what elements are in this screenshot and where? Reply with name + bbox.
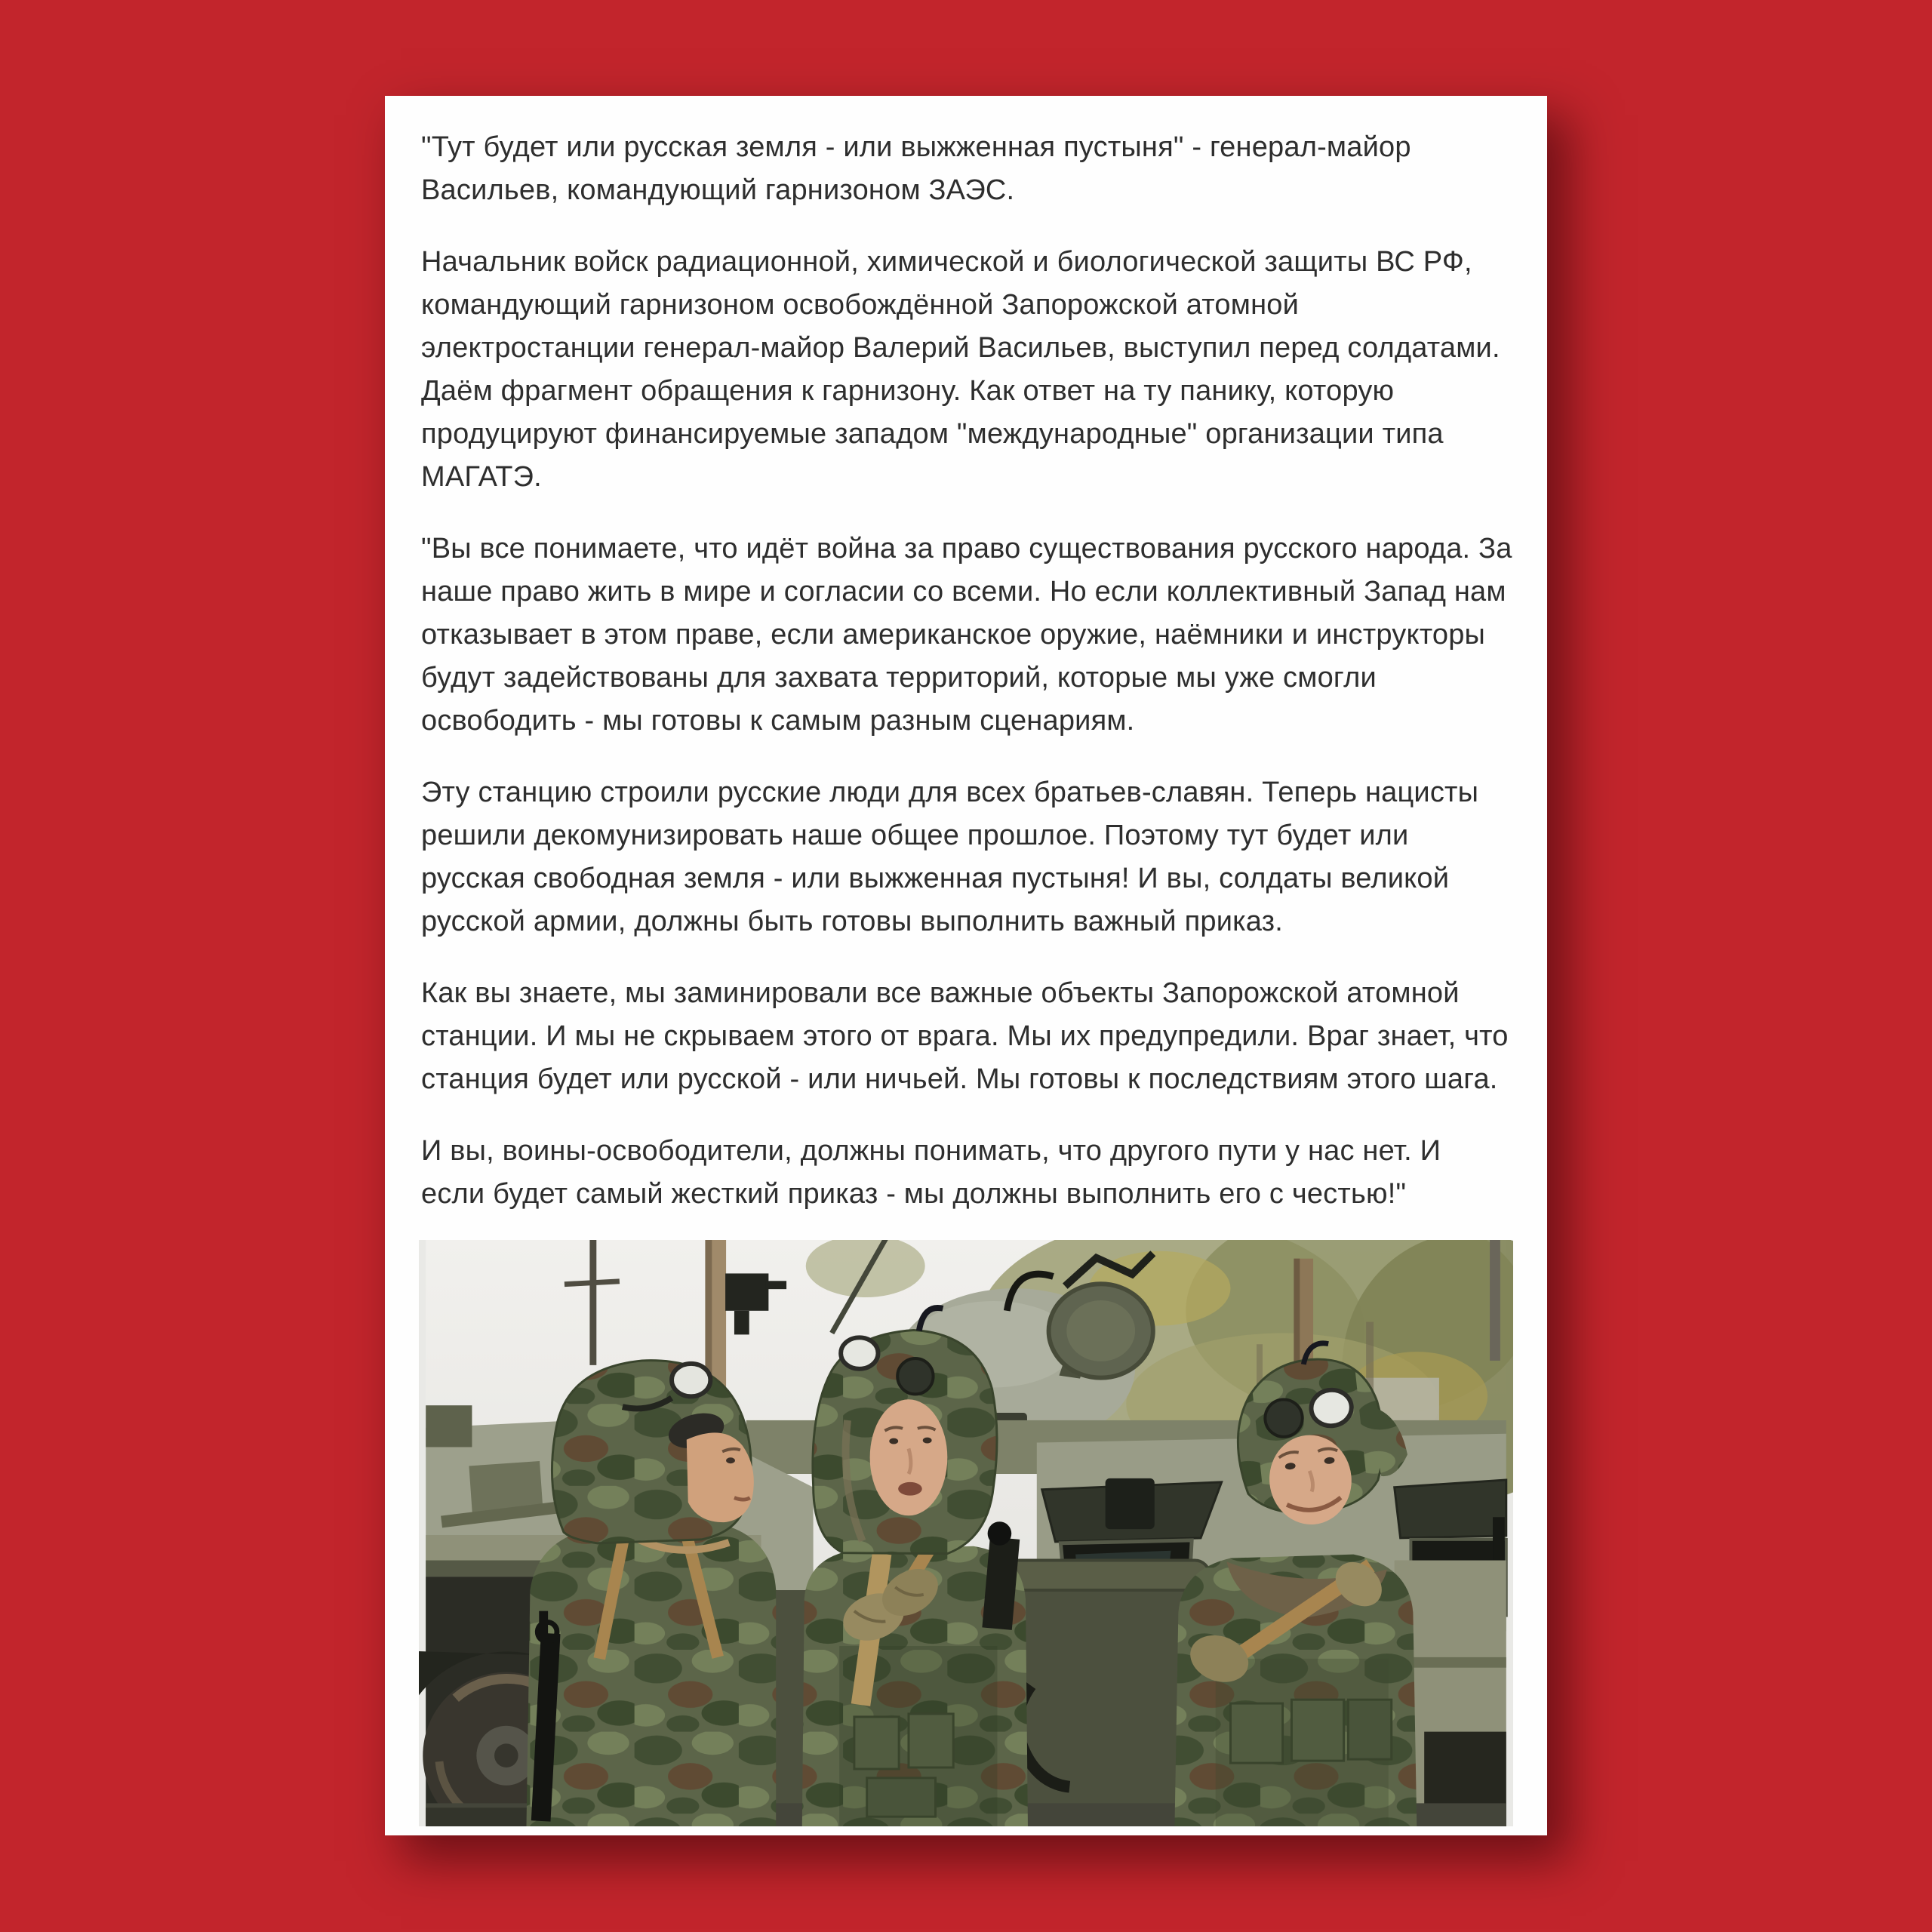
article-page [385,96,1547,1835]
paragraph-quote-headline: "Тут будет или русская земля - или выжженная пустыня" - генерал-майор Васильев, командующий гарнизоном ЗАЭС. [421,131,1411,206]
paragraph-speech-1: "Вы все понимаете, что идёт война за право существования русского народа. За наше право жить в мире и согласии со всеми. Но если коллективный Запад нам отказывает в этом праве, если американское оружие, наёмники и инструкторы будут задействованы для захвата территорий, которые мы уже смогли освободить - мы готовы к самым разным сценариям. [421,533,1512,737]
soldier-left [526,1361,776,1826]
paragraph-speech-3: Как вы знаете, мы заминировали все важные объекты Запорожской атомной станции. И мы не скрываем этого от врага. Мы их предупредили. Враг знает, что станция будет или русской - или ничьей. Мы готовы к последствиям этого шага. [421,977,1509,1095]
paragraph-intro: Начальник войск радиационной, химической и биологической защиты ВС РФ, командующий гарнизоном освобождённой Запорожской атомной электростанции генерал-майор Валерий Васильев, выступил перед солдатами. Даём фрагмент обращения к гарнизону. Как ответ на ту панику, которую продуцируют финансируемые западом "международные" организации типа МАГАТЭ. [421,246,1500,493]
article-text [385,96,1547,1216]
paragraph-speech-2: Эту станцию строили русские люди для всех братьев-славян. Теперь нацисты решили декомунизировать наше общее прошлое. Поэтому тут будет или русская свободная земля - или выжженная пустыня! И вы, солдаты великой русской армии, должны быть готовы выполнить важный приказ. [421,777,1479,937]
soldiers-photo [419,1240,1513,1826]
paragraph-speech-4: И вы, воины-освободители, должны понимать, что другого пути у нас нет. И если будет самый жесткий приказ - мы должны выполнить его с честью!" [421,1135,1441,1210]
